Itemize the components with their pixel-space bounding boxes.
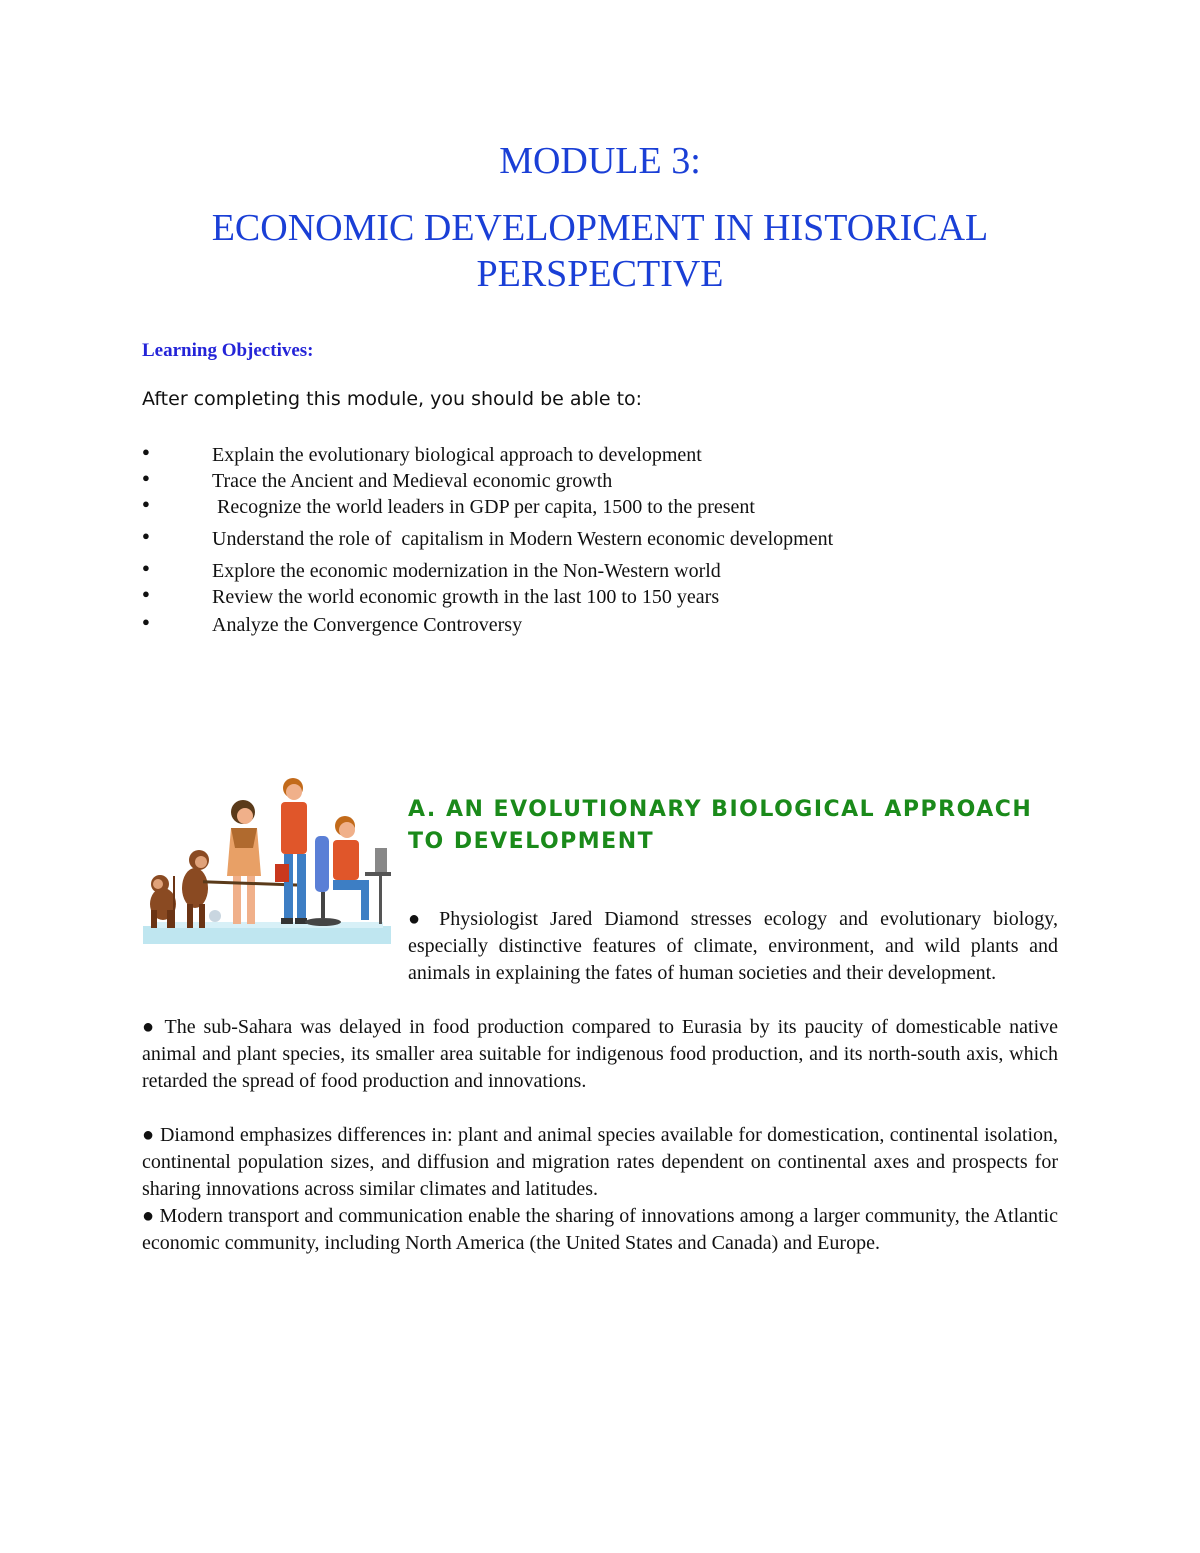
objective-item (142, 444, 833, 470)
paragraph-4: ● Modern transport and communication enable the sharing of innovations among a larger community, the Atlantic economic community, including North America (the United States and Canada) and Europe. (142, 1205, 1058, 1254)
paragraph-1 (142, 906, 1058, 987)
objectives-list (142, 444, 833, 637)
section-a-heading: A. AN EVOLUTIONARY BIOLOGICAL APPROACH TO DEVELOPMENT (408, 797, 1033, 854)
bullet-icon: ● (142, 470, 150, 485)
learning-objectives-intro: After completing this module, you should be able to: (142, 388, 643, 410)
paragraph-2: ● The sub-Sahara was delayed in food production compared to Eurasia by its paucity of domesticable native animal and plant species, its smaller area suitable for indigenous food production, and its north-south axis, which retarded the spread of food production and innovations. (142, 1016, 1058, 1092)
objective-text: Recognize the world leaders in GDP per capita, 1500 to the present (212, 496, 755, 518)
bullet-icon: ● (142, 586, 150, 601)
bullet-icon: ● (142, 528, 150, 543)
paragraph-3: ● Diamond emphasizes differences in: plant and animal species available for domestication, continental isolation, continental population sizes, and diffusion and migration rates dependent on continental axes and prospects for sharing innovations across similar climates and latitudes. (142, 1124, 1058, 1200)
modern-man-figure (275, 778, 307, 924)
bullet-icon: ● (142, 560, 150, 575)
module-title: MODULE 3: (499, 140, 701, 182)
objective-item (142, 528, 833, 560)
objective-item (142, 614, 833, 637)
objective-text: Trace the Ancient and Medieval economic growth (212, 470, 613, 492)
bullet-icon: ● (142, 444, 150, 459)
bullet-icon: ● (142, 496, 150, 511)
objective-text: Understand the role of capitalism in Modern Western economic development (212, 528, 834, 550)
objective-item (142, 470, 833, 496)
illustration-wrap-spacer (142, 906, 408, 987)
bullet-icon: ● (142, 614, 150, 629)
objective-text: Analyze the Convergence Controversy (212, 614, 523, 636)
objective-item (142, 560, 833, 586)
module-subtitle: ECONOMIC DEVELOPMENT IN HISTORICAL PERSPECTIVE (211, 207, 989, 295)
objective-item (142, 586, 833, 614)
objective-item (142, 496, 833, 528)
objective-text: Review the world economic growth in the last 100 to 150 years (212, 586, 720, 608)
learning-objectives-heading: Learning Objectives: (142, 340, 314, 361)
paragraph-1-text: ● Physiologist Jared Diamond stresses ecology and evolutionary biology, especially distinctive features of climate, environment, and wild plants and animals in explaining the fates of human societies and their development. (408, 908, 1058, 984)
objective-text: Explain the evolutionary biological approach to development (212, 444, 702, 466)
objective-text: Explore the economic modernization in the Non-Western world (212, 560, 721, 582)
